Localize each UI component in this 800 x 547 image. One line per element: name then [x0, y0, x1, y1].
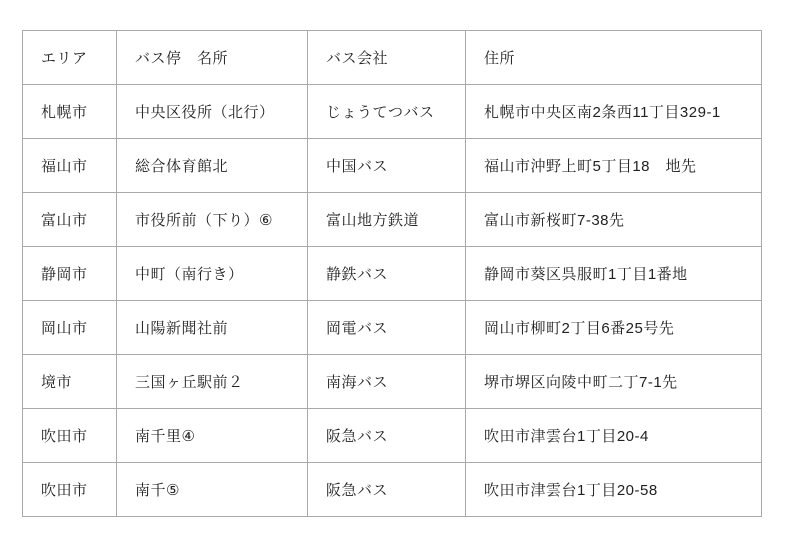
- table-row: [23, 193, 762, 247]
- cell-busstop-name: 中央区役所（北行）: [117, 85, 308, 139]
- cell-address: 富山市新桜町7-38先: [466, 193, 762, 247]
- cell-address: 堺市堺区向陵中町二丁7-1先: [466, 355, 762, 409]
- table-row: [23, 139, 762, 193]
- header-cell-busstop-name: バス停 名所: [117, 31, 308, 85]
- cell-bus-company: 阪急バス: [308, 409, 466, 463]
- table-row: [23, 85, 762, 139]
- cell-busstop-name: 総合体育館北: [117, 139, 308, 193]
- header-cell-area: エリア: [23, 31, 117, 85]
- cell-area: 静岡市: [23, 247, 117, 301]
- bus-stop-table: [22, 30, 762, 517]
- cell-busstop-name: 南千⑤: [117, 463, 308, 517]
- cell-area: 札幌市: [23, 85, 117, 139]
- cell-bus-company: 中国バス: [308, 139, 466, 193]
- cell-area: 岡山市: [23, 301, 117, 355]
- cell-busstop-name: 山陽新聞社前: [117, 301, 308, 355]
- table-row: [23, 301, 762, 355]
- cell-area: 吹田市: [23, 463, 117, 517]
- cell-busstop-name: 中町（南行き）: [117, 247, 308, 301]
- header-cell-bus-company: バス会社: [308, 31, 466, 85]
- table-row: [23, 409, 762, 463]
- cell-bus-company: 南海バス: [308, 355, 466, 409]
- table-row: [23, 463, 762, 517]
- cell-address: 札幌市中央区南2条西11丁目329-1: [466, 85, 762, 139]
- cell-busstop-name: 市役所前（下り）⑥: [117, 193, 308, 247]
- header-row: [23, 31, 762, 85]
- table-row: [23, 355, 762, 409]
- cell-bus-company: 静鉄バス: [308, 247, 466, 301]
- cell-busstop-name: 三国ヶ丘駅前２: [117, 355, 308, 409]
- header-cell-address: 住所: [466, 31, 762, 85]
- cell-area: 福山市: [23, 139, 117, 193]
- cell-address: 吹田市津雲台1丁目20-4: [466, 409, 762, 463]
- cell-busstop-name: 南千里④: [117, 409, 308, 463]
- cell-bus-company: 岡電バス: [308, 301, 466, 355]
- cell-area: 境市: [23, 355, 117, 409]
- cell-address: 静岡市葵区呉服町1丁目1番地: [466, 247, 762, 301]
- cell-address: 吹田市津雲台1丁目20-58: [466, 463, 762, 517]
- table-row: [23, 247, 762, 301]
- cell-area: 富山市: [23, 193, 117, 247]
- cell-bus-company: 阪急バス: [308, 463, 466, 517]
- cell-bus-company: じょうてつバス: [308, 85, 466, 139]
- cell-bus-company: 富山地方鉄道: [308, 193, 466, 247]
- cell-area: 吹田市: [23, 409, 117, 463]
- cell-address: 岡山市柳町2丁目6番25号先: [466, 301, 762, 355]
- cell-address: 福山市沖野上町5丁目18 地先: [466, 139, 762, 193]
